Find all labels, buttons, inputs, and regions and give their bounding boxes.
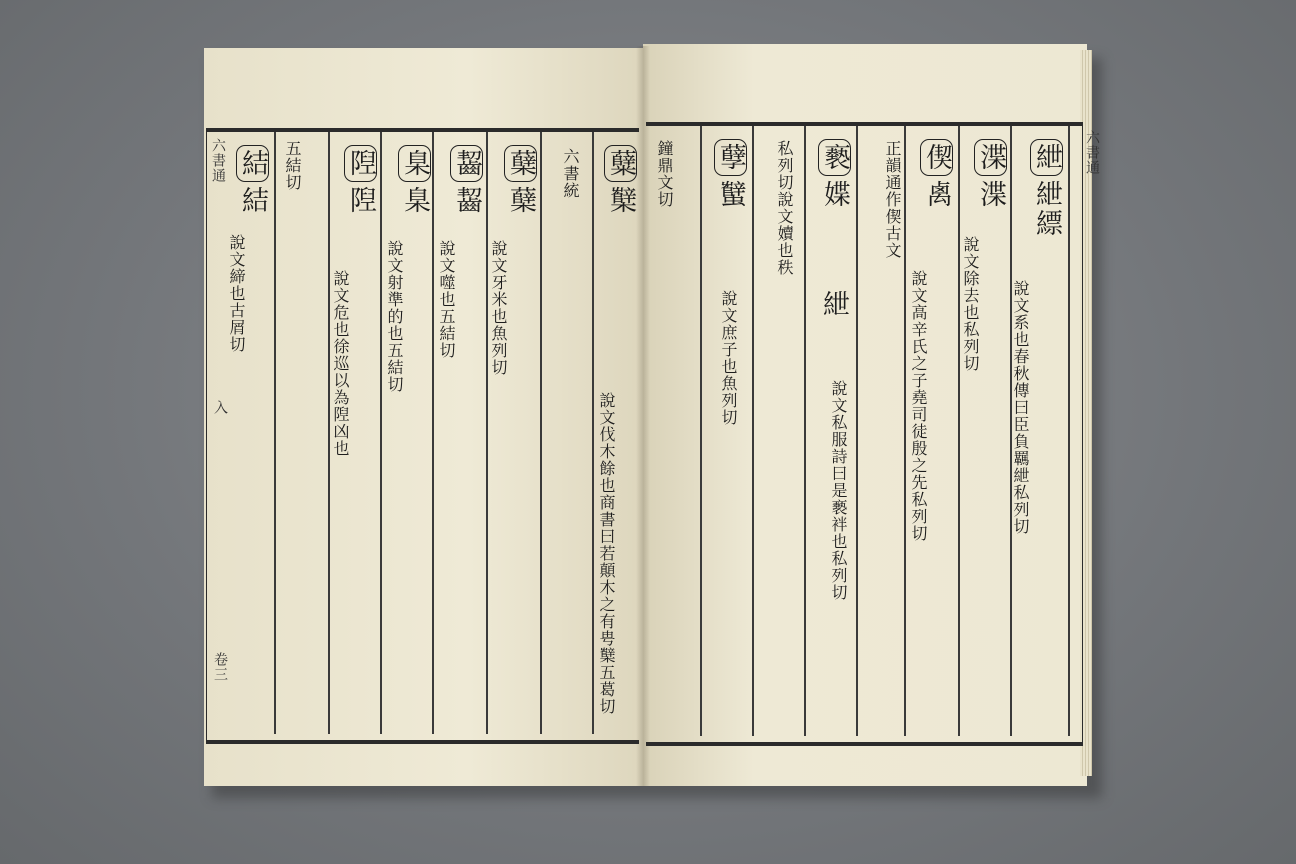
entry-note: 說文噬也五結切 xyxy=(437,240,456,359)
entry-note: 說文危也徐巡以為隉凶也 xyxy=(331,270,350,457)
seal-character-box: 孽 xyxy=(714,139,747,176)
entry-note: 說文締也古屑切 xyxy=(227,234,246,353)
entry-note: 說文牙米也魚列切 xyxy=(489,240,508,376)
entry-column xyxy=(344,144,377,215)
entry-note: 鐘鼎文切 xyxy=(655,140,674,208)
entry-heading: 蠥 xyxy=(715,180,746,209)
seal-character-box: 褻 xyxy=(818,139,851,176)
column-rule xyxy=(804,126,806,736)
entry-heading: 臬 xyxy=(399,186,430,215)
entry-heading: 紲 xyxy=(818,290,849,319)
entry-heading: 渫 xyxy=(975,180,1006,209)
entry-column xyxy=(920,138,953,209)
entry-heading: 結 xyxy=(237,186,268,215)
margin-book-title-right: 六書通 xyxy=(1084,130,1100,175)
column-rule xyxy=(328,132,330,734)
column-rule xyxy=(856,126,858,736)
entry-note: 說文除去也私列切 xyxy=(961,236,980,372)
entry-heading: 隉 xyxy=(345,186,376,215)
column-rule xyxy=(486,132,488,734)
column-rule xyxy=(904,126,906,736)
column-rule xyxy=(958,126,960,736)
entry-column xyxy=(504,144,537,215)
margin-folio: 卷三 xyxy=(212,652,228,682)
left-page-frame xyxy=(206,128,639,744)
entry-note: 說文射準的也五結切 xyxy=(385,240,404,393)
column-rule xyxy=(274,132,276,734)
entry-heading: 禼 xyxy=(921,180,952,209)
seal-character-box: 蘖 xyxy=(504,145,537,182)
entry-note: 說文庶子也魚列切 xyxy=(719,290,738,426)
column-rule xyxy=(752,126,754,736)
entry-column xyxy=(604,144,637,215)
entry-column xyxy=(974,138,1007,209)
column-rule xyxy=(432,132,434,734)
entry-column xyxy=(714,138,747,209)
seal-character-box: 臬 xyxy=(398,145,431,182)
seal-character-box: 結 xyxy=(236,145,269,182)
entry-heading: 蘖 xyxy=(505,186,536,215)
entry-note: 說文系也春秋傳曰臣負羈紲私列切 xyxy=(1011,280,1030,535)
entry-column xyxy=(450,144,483,215)
column-rule xyxy=(700,126,702,736)
margin-book-title-left: 六書通 xyxy=(210,138,226,183)
entry-note: 六書統 xyxy=(561,148,580,199)
entry-note: 說文私服詩曰是褻袢也私列切 xyxy=(829,380,848,601)
seal-character-box: 糵 xyxy=(604,145,637,182)
entry-column xyxy=(820,290,847,319)
entry-heading: 櫱 xyxy=(605,186,636,215)
entry-column xyxy=(236,144,269,215)
entry-note: 五結切 xyxy=(283,140,302,191)
entry-note: 說文伐木餘也商書曰若顛木之有甹櫱五葛切 xyxy=(597,392,616,715)
column-rule xyxy=(540,132,542,734)
seal-character-box: 渫 xyxy=(974,139,1007,176)
entry-column xyxy=(398,144,431,215)
entry-heading: 紲縹 xyxy=(1031,180,1062,238)
entry-note: 說文高辛氏之子堯司徒殷之先私列切 xyxy=(909,270,928,542)
column-rule xyxy=(592,132,594,734)
seal-character-box: 紲 xyxy=(1030,139,1063,176)
entry-column xyxy=(1030,138,1063,238)
seal-character-box: 偰 xyxy=(920,139,953,176)
column-rule xyxy=(380,132,382,734)
entry-note: 正韻通作偰古文 xyxy=(883,140,902,259)
seal-character-box: 齧 xyxy=(450,145,483,182)
margin-page-mark: 入 xyxy=(212,400,228,415)
seal-character-box: 隉 xyxy=(344,145,377,182)
entry-heading: 媟 xyxy=(819,180,850,209)
entry-heading: 齧 xyxy=(451,186,482,215)
entry-column xyxy=(818,138,851,209)
entry-note: 私列切說文嬻也秩 xyxy=(775,140,794,276)
column-rule xyxy=(1068,126,1070,736)
